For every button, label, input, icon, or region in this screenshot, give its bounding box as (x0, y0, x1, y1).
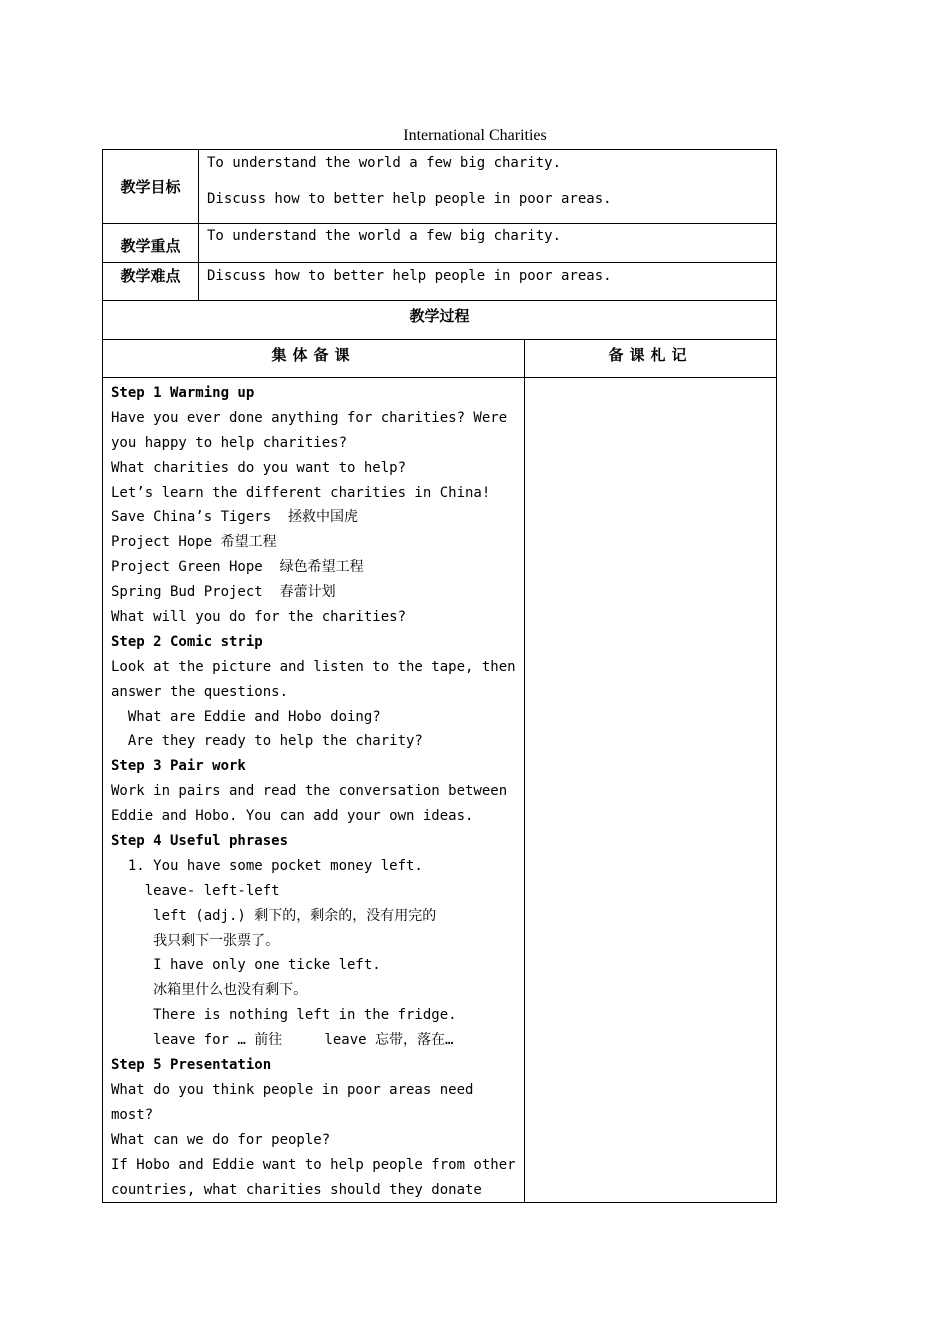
content-line: left (adj.) 剩下的，剩余的，没有用完的 (111, 907, 437, 924)
step-heading: Step 5 Presentation (111, 1057, 272, 1074)
collective-prep-content (103, 378, 525, 1203)
objective-line: Discuss how to better help people in poor areas. (207, 191, 612, 207)
step-heading: Step 3 Pair work (111, 758, 246, 775)
content-line: 1. You have some pocket money left. (111, 857, 423, 874)
key-points-content: To understand the world a few big charity. (199, 224, 777, 263)
process-header: 教学过程 (103, 301, 777, 340)
content-line: answer the questions. (111, 683, 289, 700)
content-line: 我只剩下一张票了。 (111, 932, 280, 949)
content-line: There is nothing left in the fridge. (111, 1007, 457, 1024)
content-line: What are Eddie and Hobo doing? (111, 708, 381, 725)
step-heading: Step 2 Comic strip (111, 633, 263, 650)
objective-line: To understand the world a few big charity. (207, 155, 562, 171)
content-line: Save China’s Tigers 拯救中国虎 (111, 509, 359, 526)
process-header-row (103, 301, 777, 340)
content-line: leave- left-left (111, 882, 280, 899)
difficulties-label: 教学难点 (103, 263, 199, 301)
content-line: Eddie and Hobo. You can add your own ideas. (111, 808, 474, 825)
collective-prep-header: 集体备课 (103, 340, 525, 378)
objectives-label: 教学目标 (103, 150, 199, 224)
content-line: you happy to help charities? (111, 434, 348, 451)
lesson-plan-table (102, 149, 777, 1203)
content-line: countries, what charities should they donate (111, 1181, 482, 1198)
content-line: Project Hope 希望工程 (111, 534, 277, 551)
content-line: 冰箱里什么也没有剩下。 (111, 982, 308, 999)
content-line: Look at the picture and listen to the tape, then (111, 658, 516, 675)
key-points-label: 教学重点 (103, 224, 199, 263)
content-line: most? (111, 1106, 154, 1123)
process-body-row (103, 378, 777, 1203)
prep-notes-content (525, 378, 777, 1203)
column-header-row (103, 340, 777, 378)
content-line: Project Green Hope 绿色希望工程 (111, 559, 364, 576)
key-points-row (103, 224, 777, 263)
content-line: What will you do for the charities? (111, 609, 407, 626)
step-heading: Step 4 Useful phrases (111, 833, 289, 850)
difficulties-content: Discuss how to better help people in poor areas. (199, 263, 777, 301)
page-title: International Charities (403, 127, 547, 144)
objectives-content (199, 150, 777, 224)
prep-notes-header: 备课札记 (525, 340, 777, 378)
step-heading: Step 1 Warming up (111, 385, 255, 401)
content-line: What do you think people in poor areas need (111, 1081, 474, 1098)
content-line: I have only one ticke left. (111, 957, 381, 974)
content-line: Work in pairs and read the conversation between (111, 783, 508, 800)
objectives-row (103, 150, 777, 224)
difficulties-row (103, 263, 777, 301)
content-line: If Hobo and Eddie want to help people from other (111, 1156, 516, 1173)
content-line: Are they ready to help the charity? (111, 733, 423, 750)
content-line: What charities do you want to help? (111, 459, 407, 476)
content-line: Let’s learn the different charities in China! (111, 484, 491, 501)
content-line: Spring Bud Project 春蕾计划 (111, 584, 336, 601)
content-line: leave for … 前往 leave 忘带，落在… (111, 1032, 454, 1049)
content-line: What can we do for people? (111, 1131, 331, 1148)
content-line: Have you ever done anything for charities? Were (111, 409, 508, 426)
